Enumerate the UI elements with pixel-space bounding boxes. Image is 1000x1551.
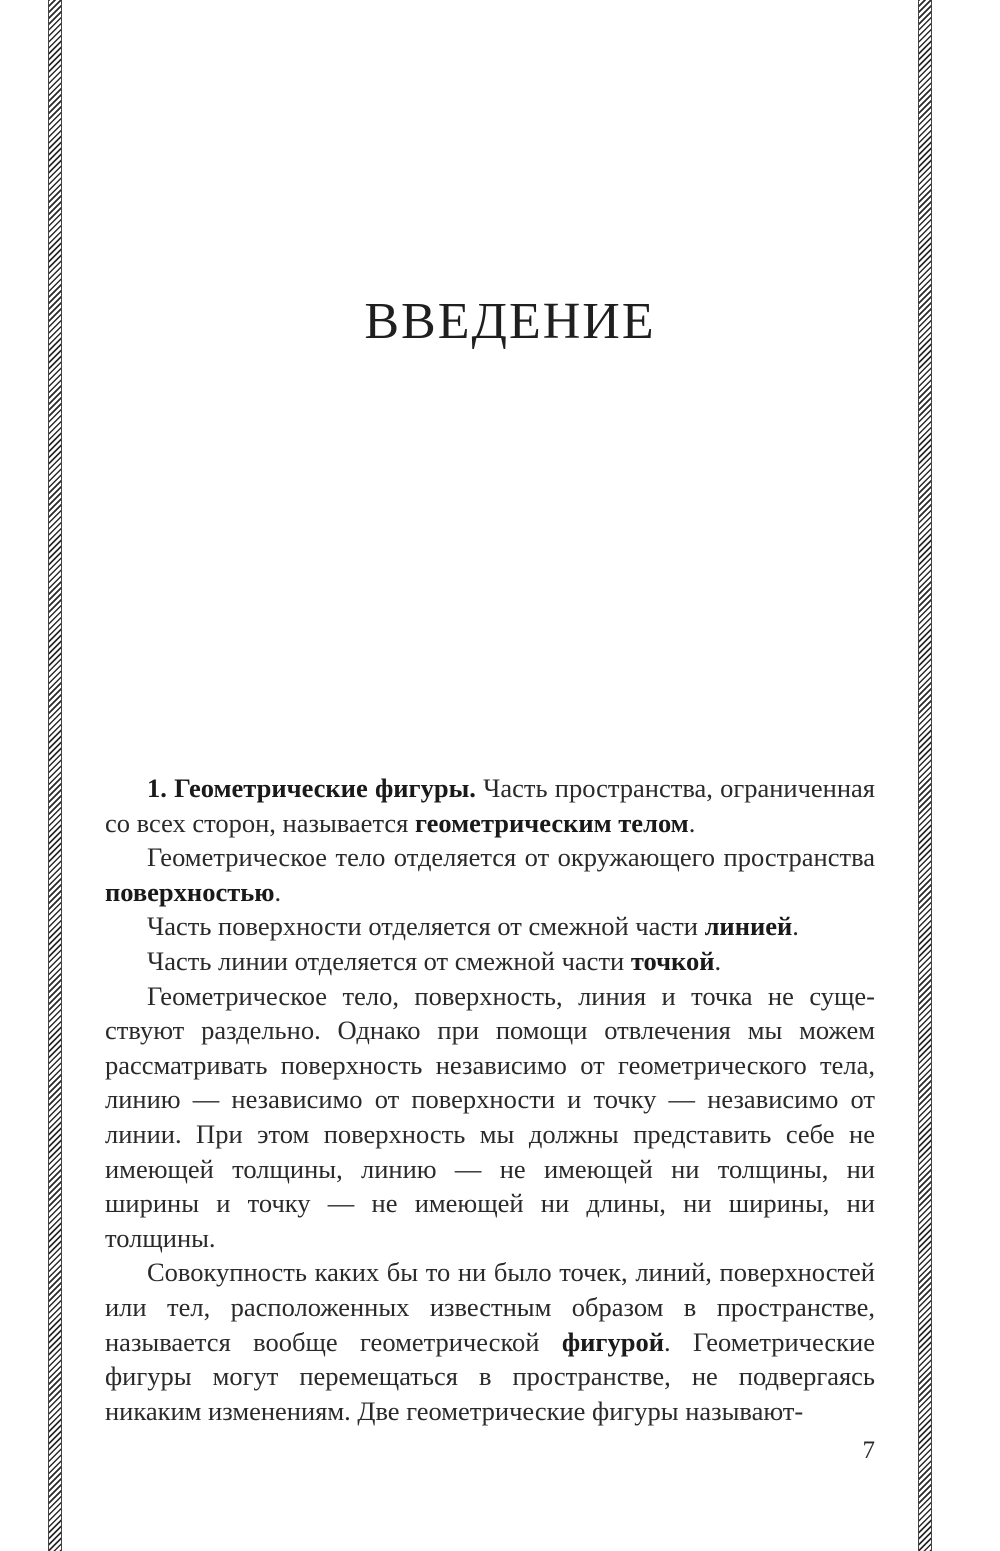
paragraph-text: Часть линии отделяется от смежной части [147, 945, 631, 976]
paragraph-text: Геометрическое тело, поверхность, линия и точка не существуют раздельно. Однако при помощи отвлечения мы можем рассматривать поверхность независимо от геометрического тела, линию — независимо от поверхности и точку — независимо от линии. При этом поверхность мы должны представить себе не имеющей толщины, линию — не имеющей ни толщины, ни ширины и точку — не имеющей ни длины, ни ширины, ни толщины. [105, 980, 875, 1253]
section-heading: 1. Геометрические фигуры. [147, 773, 476, 803]
chapter-title: ВВЕДЕНИЕ [364, 293, 656, 350]
paragraph-text: . [714, 945, 722, 976]
body-text [105, 771, 875, 1428]
term-bold: фигурой [561, 1326, 664, 1357]
paragraph-text: . [688, 807, 696, 838]
paragraph-text: Часть пространства, ограниченная со всех сторон, называется [105, 773, 875, 838]
paragraph-1 [105, 771, 875, 840]
paragraph-4 [105, 944, 875, 979]
paragraph-text: Часть поверхности отделяется от смежной части [147, 911, 705, 942]
term-bold: геометрическим телом [414, 807, 689, 838]
term-bold: линией [704, 911, 793, 942]
page-number: 7 [862, 1437, 875, 1464]
paragraph-text: . Геометрические фигуры могут перемещаться в пространстве, не подвергаясь никаким изменениям. Две геометрические фигуры называют- [105, 1326, 875, 1426]
left-decorative-border [48, 0, 62, 1551]
paragraph-text: Совокупность каких бы то ни было точек, линий, поверхностей или тел, расположенных известным образом в пространстве, называется вообще геометрической [105, 1257, 875, 1357]
right-decorative-border [918, 0, 932, 1551]
paragraph-3 [105, 909, 875, 944]
paragraph-text: . [792, 911, 799, 942]
paragraph-5 [105, 979, 875, 1256]
paragraph-text: Геометрическое тело отделяется от окружающего пространства [147, 842, 875, 873]
paragraph-text: . [274, 876, 282, 907]
paragraph-2 [105, 840, 875, 909]
term-bold: точкой [630, 945, 715, 976]
paragraph-6 [105, 1255, 875, 1428]
term-bold: поверхностью [105, 876, 275, 907]
